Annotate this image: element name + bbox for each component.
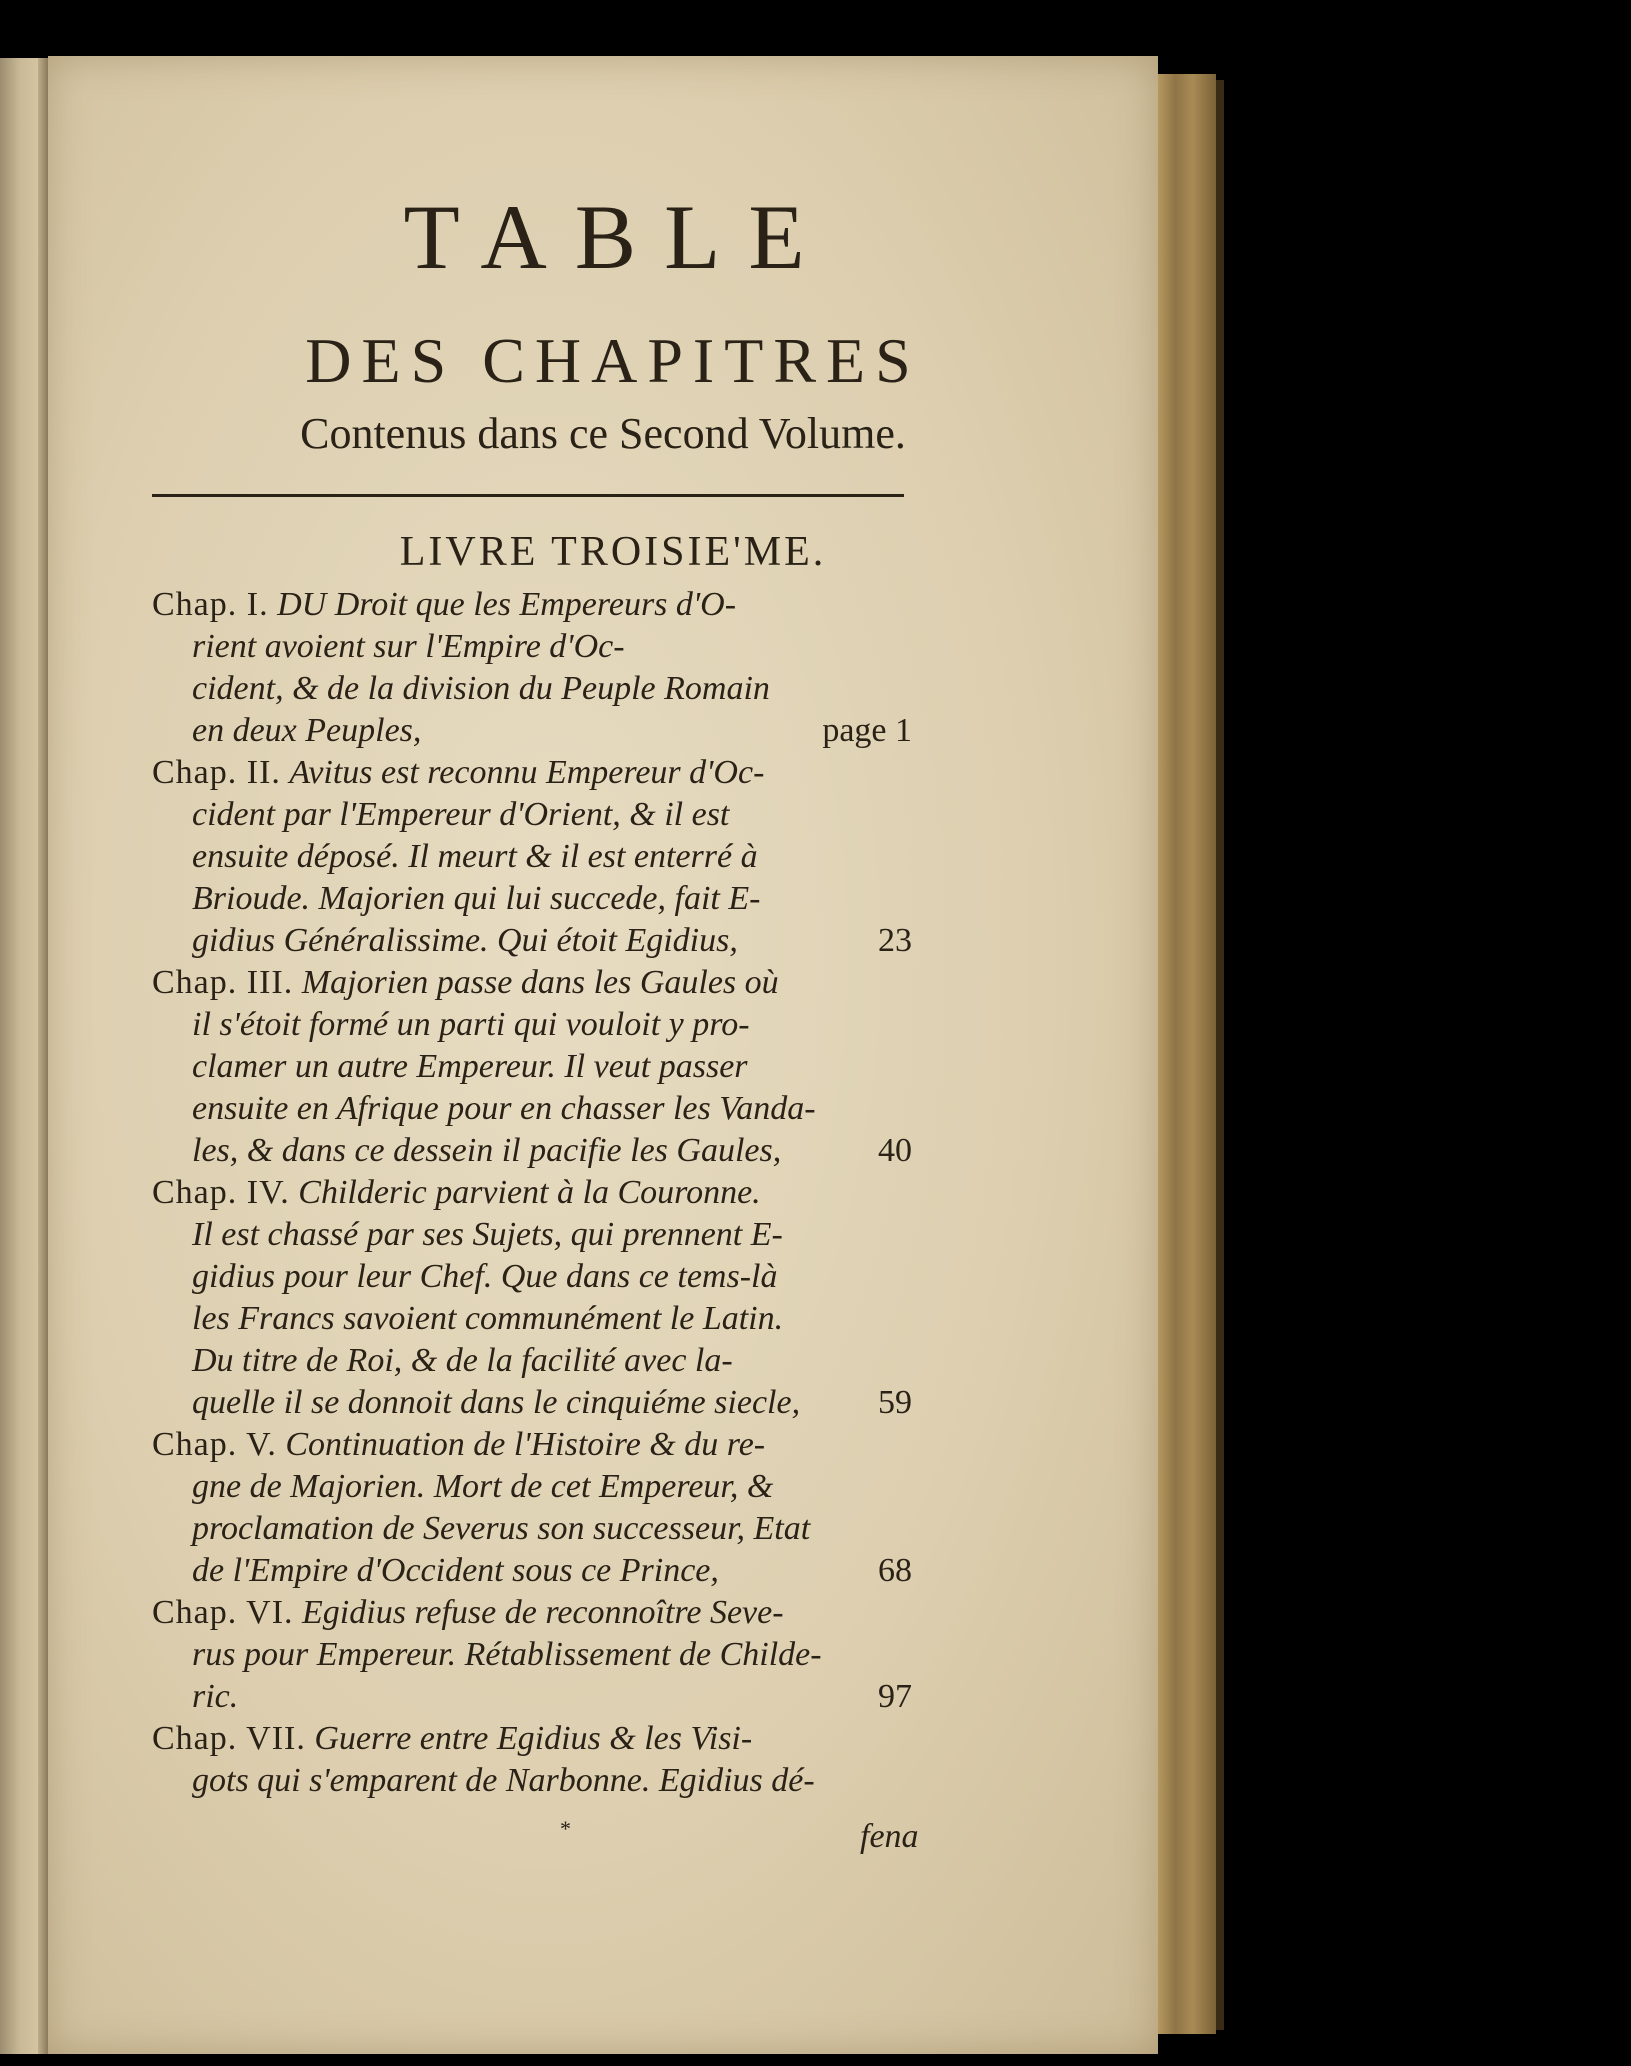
chapter-summary-text: ensuite en Afrique pour en chasser les Vanda- (192, 1090, 816, 1127)
book-page (48, 56, 1158, 2054)
toc-line (152, 1466, 912, 1508)
chapter-label: Chap. II. (152, 754, 281, 791)
chapter-summary-text: gidius Généralissime. Qui étoit Egidius, (192, 922, 738, 959)
chapter-summary-text: en deux Peuples, (192, 712, 422, 749)
book-heading: LIVRE TROISIE'ME. (399, 529, 827, 575)
catchword: fena (860, 1818, 919, 1855)
page-number: 68 (878, 1552, 912, 1589)
toc-line (152, 962, 912, 1004)
toc-entry (152, 1718, 912, 1802)
toc-line (152, 794, 912, 836)
chapter-summary-text: gidius pour leur Chef. Que dans ce tems-là (192, 1258, 778, 1295)
page-number: 97 (878, 1678, 912, 1715)
chapter-summary-text: rus pour Empereur. Rétablissement de Childe- (192, 1636, 822, 1673)
toc-line (152, 1340, 912, 1382)
toc-line (152, 1088, 912, 1130)
table-of-contents (152, 584, 912, 1802)
chapter-summary-text: ric. (192, 1678, 239, 1715)
toc-line (152, 1046, 912, 1088)
toc-line (152, 1634, 912, 1676)
page-number: page 1 (822, 712, 912, 749)
toc-line (152, 1214, 912, 1256)
chapter-summary-text: gne de Majorien. Mort de cet Empereur, & (192, 1468, 774, 1505)
toc-line (152, 920, 912, 962)
chapter-summary-text: Brioude. Majorien qui lui succede, fait E- (192, 880, 761, 917)
chapter-label: Chap. VI. (152, 1594, 294, 1631)
toc-line (152, 1508, 912, 1550)
chapter-summary-text: Continuation de l'Histoire & du re- (285, 1426, 766, 1463)
chapter-label: Chap. III. (152, 964, 294, 1001)
divider-rule (152, 494, 904, 497)
toc-line (152, 1550, 912, 1592)
chapter-summary-text: ensuite déposé. Il meurt & il est enterré à (192, 838, 758, 875)
chapter-summary-text: Egidius refuse de reconnoître Seve- (302, 1594, 784, 1631)
chapter-summary-text: quelle il se donnoit dans le cinquiéme siecle, (192, 1384, 801, 1421)
toc-line (152, 1256, 912, 1298)
toc-line (152, 1718, 912, 1760)
book-edge (1158, 74, 1216, 2034)
chapter-summary-text: Majorien passe dans les Gaules où (301, 964, 779, 1001)
chapter-summary-text: rient avoient sur l'Empire d'Oc- (192, 628, 625, 665)
chapter-summary-text: clamer un autre Empereur. Il veut passer (192, 1048, 748, 1085)
page-subtitle: DES CHAPITRES (305, 325, 921, 396)
chapter-summary-text: il s'étoit formé un parti qui vouloit y pro- (192, 1006, 750, 1043)
toc-line (152, 836, 912, 878)
toc-line (152, 1424, 912, 1466)
toc-line (152, 1760, 912, 1802)
toc-entry (152, 1424, 912, 1592)
chapter-summary-text: Avitus est reconnu Empereur d'Oc- (289, 754, 765, 791)
page-number: 23 (878, 922, 912, 959)
chapter-summary-text: cident par l'Empereur d'Orient, & il est (192, 796, 730, 833)
toc-line (152, 1676, 912, 1718)
toc-line (152, 1004, 912, 1046)
toc-line (152, 1298, 912, 1340)
left-page-edge (38, 58, 48, 2054)
toc-line (152, 878, 912, 920)
chapter-summary-text: DU Droit que les Empereurs d'O- (277, 586, 737, 623)
toc-line (152, 1382, 912, 1424)
toc-line (152, 1130, 912, 1172)
chapter-label: Chap. V. (152, 1426, 277, 1463)
chapter-summary-text: cident, & de la division du Peuple Romain (192, 670, 770, 707)
chapter-label: Chap. I. (152, 586, 269, 623)
chapter-summary-text: gots qui s'emparent de Narbonne. Egidius dé- (192, 1762, 815, 1799)
chapter-label: Chap. VII. (152, 1720, 306, 1757)
toc-entry (152, 1592, 912, 1718)
page-number: 59 (878, 1384, 912, 1421)
page-title: TABLE (403, 186, 833, 288)
chapter-summary-text: de l'Empire d'Occident sous ce Prince, (192, 1552, 719, 1589)
chapter-summary-text: Guerre entre Egidius & les Visi- (314, 1720, 753, 1757)
toc-line (152, 584, 912, 626)
toc-line (152, 1172, 912, 1214)
toc-line (152, 710, 912, 752)
chapter-label: Chap. IV. (152, 1174, 290, 1211)
toc-entry (152, 752, 912, 962)
chapter-summary-text: proclamation de Severus son successeur, Etat (192, 1510, 811, 1547)
toc-line (152, 752, 912, 794)
chapter-summary-text: les, & dans ce dessein il pacifie les Gaules, (192, 1132, 782, 1169)
book-edge-shadow (1216, 80, 1224, 2030)
toc-line (152, 626, 912, 668)
page-number: 40 (878, 1132, 912, 1169)
signature-mark: * (560, 1816, 571, 1841)
chapter-summary-text: Childeric parvient à la Couronne. (298, 1174, 761, 1211)
chapter-summary-text: Du titre de Roi, & de la facilité avec la- (192, 1342, 733, 1379)
toc-line (152, 668, 912, 710)
toc-line (152, 1592, 912, 1634)
toc-entry (152, 584, 912, 752)
toc-entry (152, 1172, 912, 1424)
chapter-summary-text: Il est chassé par ses Sujets, qui prennent E- (192, 1216, 783, 1253)
page-subtitle-volume: Contenus dans ce Second Volume. (300, 409, 906, 458)
toc-entry (152, 962, 912, 1172)
chapter-summary-text: les Francs savoient communément le Latin. (192, 1300, 784, 1337)
